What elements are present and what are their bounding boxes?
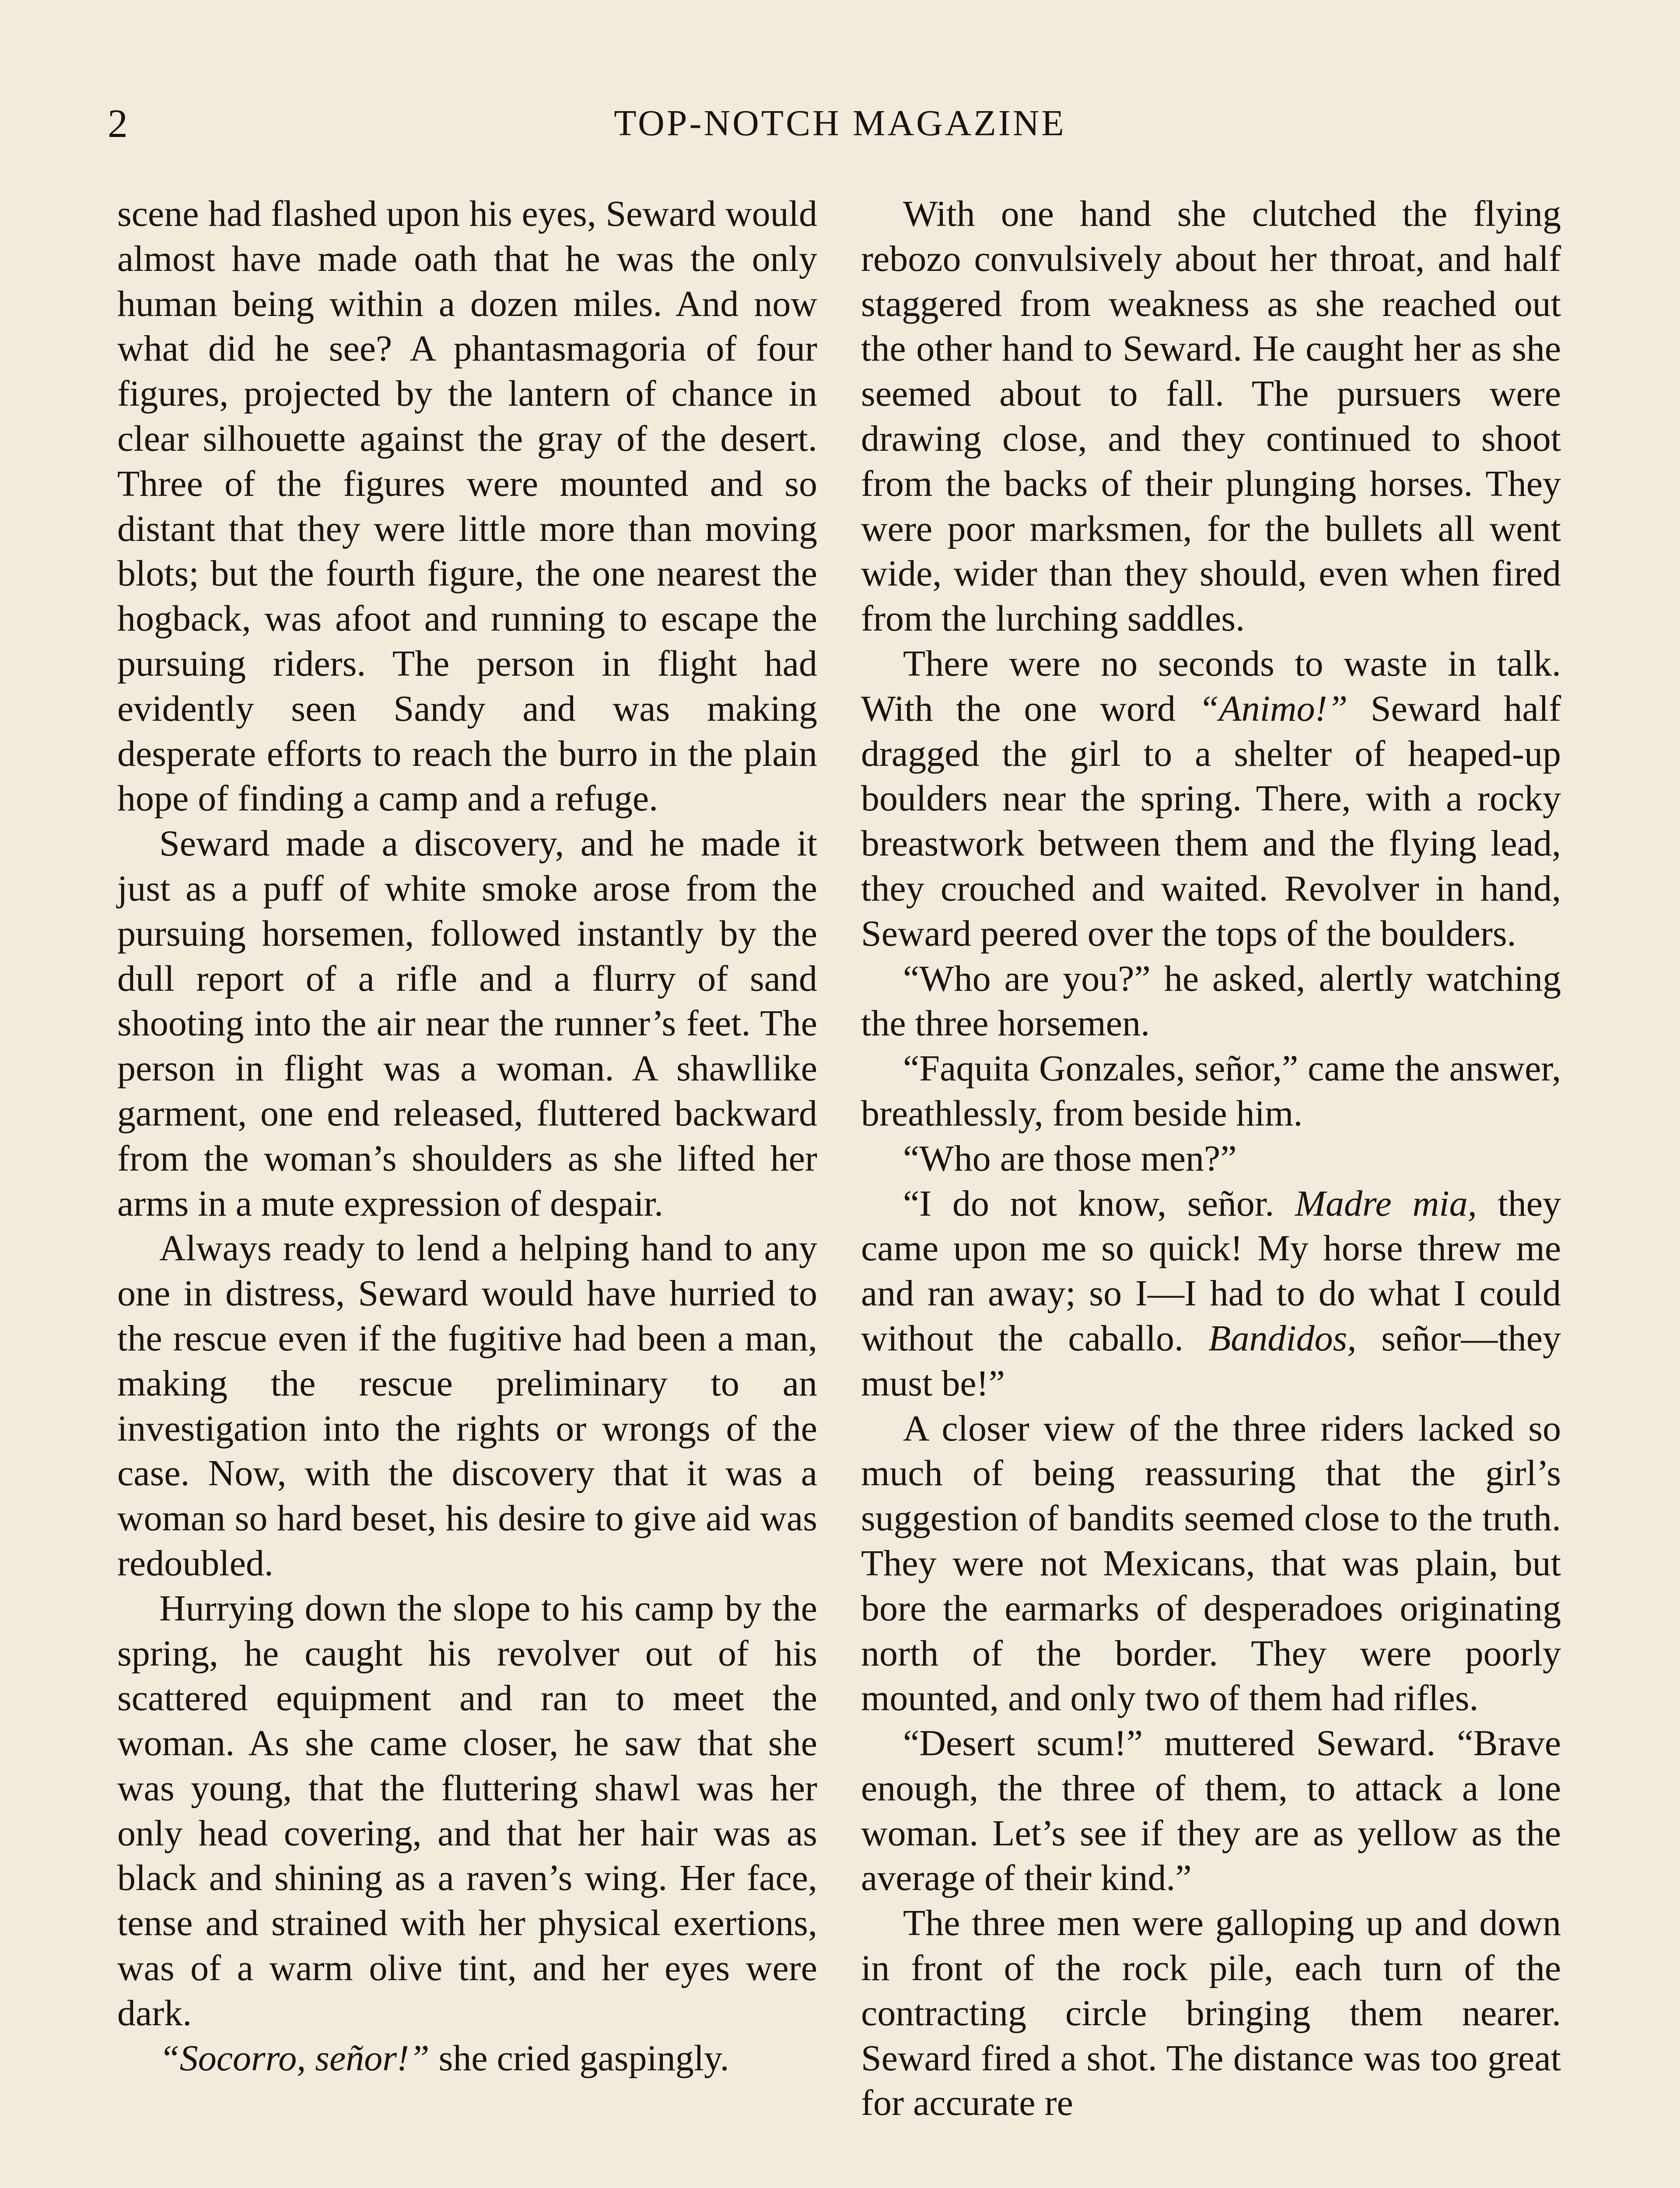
paragraph <box>861 1136 1561 1182</box>
paragraph <box>117 821 817 1226</box>
right-text-column <box>861 192 1561 2126</box>
running-head-title: TOP-NOTCH MAGAZINE <box>614 103 1066 144</box>
text-run: There were no seconds to waste in talk. With the one word <box>861 643 1561 729</box>
paragraph <box>861 1901 1561 2126</box>
page-number: 2 <box>108 101 128 146</box>
text-run: they came upon me so quick! My horse threw me and ran away; so I—I had to do what I could without the caballo. <box>861 1183 1561 1359</box>
paragraph <box>117 2036 817 2081</box>
paragraph <box>861 1046 1561 1136</box>
italic-text-run: Bandidos, <box>1208 1318 1357 1359</box>
paragraph <box>861 957 1561 1047</box>
paragraph <box>861 192 1561 642</box>
text-run: “I do not know, señor. <box>903 1183 1295 1224</box>
italic-text-run: Madre mia, <box>1295 1183 1477 1224</box>
text-run: The three men were galloping up and down in front of the rock pile, each turn of the contracting circle bringing them nearer. Seward fired a shot. The distance was too great for accurate re <box>861 1903 1561 2124</box>
italic-text-run: “Animo!” <box>1198 688 1348 729</box>
paragraph <box>861 1721 1561 1901</box>
text-run: A closer view of the three riders lacked so much of being reassuring that the girl’s suggestion of bandits seemed close to the truth. They were not Mexicans, that was plain, but bore the earmarks of desperadoes originating north of the border. They were poorly mounted, and only two of them had rifles. <box>861 1408 1561 1719</box>
text-run: señor—they must be!” <box>861 1318 1561 1404</box>
text-run: “Who are you?” he asked, alertly watching the three horsemen. <box>861 958 1561 1044</box>
text-run: she cried gaspingly. <box>429 2037 729 2079</box>
text-run: “Faquita Gonzales, señor,” came the answer, breathlessly, from beside him. <box>861 1048 1561 1134</box>
paragraph <box>117 192 817 821</box>
paragraph <box>861 1406 1561 1722</box>
paragraph <box>861 642 1561 957</box>
paragraph <box>117 1226 817 1586</box>
italic-text-run: “Socorro, señor!” <box>159 2037 430 2079</box>
text-run: With one hand she clutched the flying rebozo convulsively about her throat, and half staggered from weakness as she reached out the other hand to Seward. He caught her as she seemed about to fall. The pursuers were drawing close, and they continued to shoot from the backs of their plunging horses. They were poor marksmen, for the bullets all went wide, wider than they should, even when fired from the lurching saddles. <box>861 193 1561 639</box>
text-run: “Desert scum!” muttered Seward. “Brave enough, the three of them, to attack a lone woman. Let’s see if they are as yellow as the average of their kind.” <box>861 1723 1561 1899</box>
paragraph <box>117 1586 817 2036</box>
text-run: Seward made a discovery, and he made it just as a puff of white smoke arose from the pursuing horsemen, followed instantly by the dull report of a rifle and a flurry of sand shooting into the air near the runner’s feet. The person in flight was a woman. A shawllike garment, one end released, fluttered backward from the woman’s shoulders as she lifted her arms in a mute expression of despair. <box>117 823 817 1224</box>
text-run: scene had flashed upon his eyes, Seward would almost have made oath that he was the only human being within a dozen miles. And now what did he see? A phantasmagoria of four figures, projected by the lantern of chance in clear silhouette against the gray of the desert. Three of the figures were mounted and so distant that they were little more than moving blots; but the fourth figure, the one nearest the hogback, was afoot and running to escape the pursuing riders. The person in flight had evidently seen Sandy and was making desperate efforts to reach the burro in the plain hope of finding a camp and a refuge. <box>117 193 817 819</box>
text-run: “Who are those men?” <box>903 1138 1237 1179</box>
paragraph <box>861 1182 1561 1406</box>
left-text-column <box>117 192 817 2081</box>
text-run: Always ready to lend a helping hand to any one in distress, Seward would have hurried to the rescue even if the fugitive had been a man, making the rescue preliminary to an investigation into the rights or wrongs of the case. Now, with the discovery that it was a woman so hard beset, his desire to give aid was redoubled. <box>117 1228 817 1584</box>
text-run: Seward half dragged the girl to a shelter of heaped-up boulders near the spring. There, with a rocky breastwork between them and the flying lead, they crouched and waited. Revolver in hand, Seward peered over the tops of the boulders. <box>861 688 1561 954</box>
text-run: Hurrying down the slope to his camp by the spring, he caught his revolver out of his scattered equipment and ran to meet the woman. As she came closer, he saw that she was young, that the fluttering shawl was her only head covering, and that her hair was as black and shining as a raven’s wing. Her face, tense and strained with her physical exertions, was of a warm olive tint, and her eyes were dark. <box>117 1588 817 2034</box>
